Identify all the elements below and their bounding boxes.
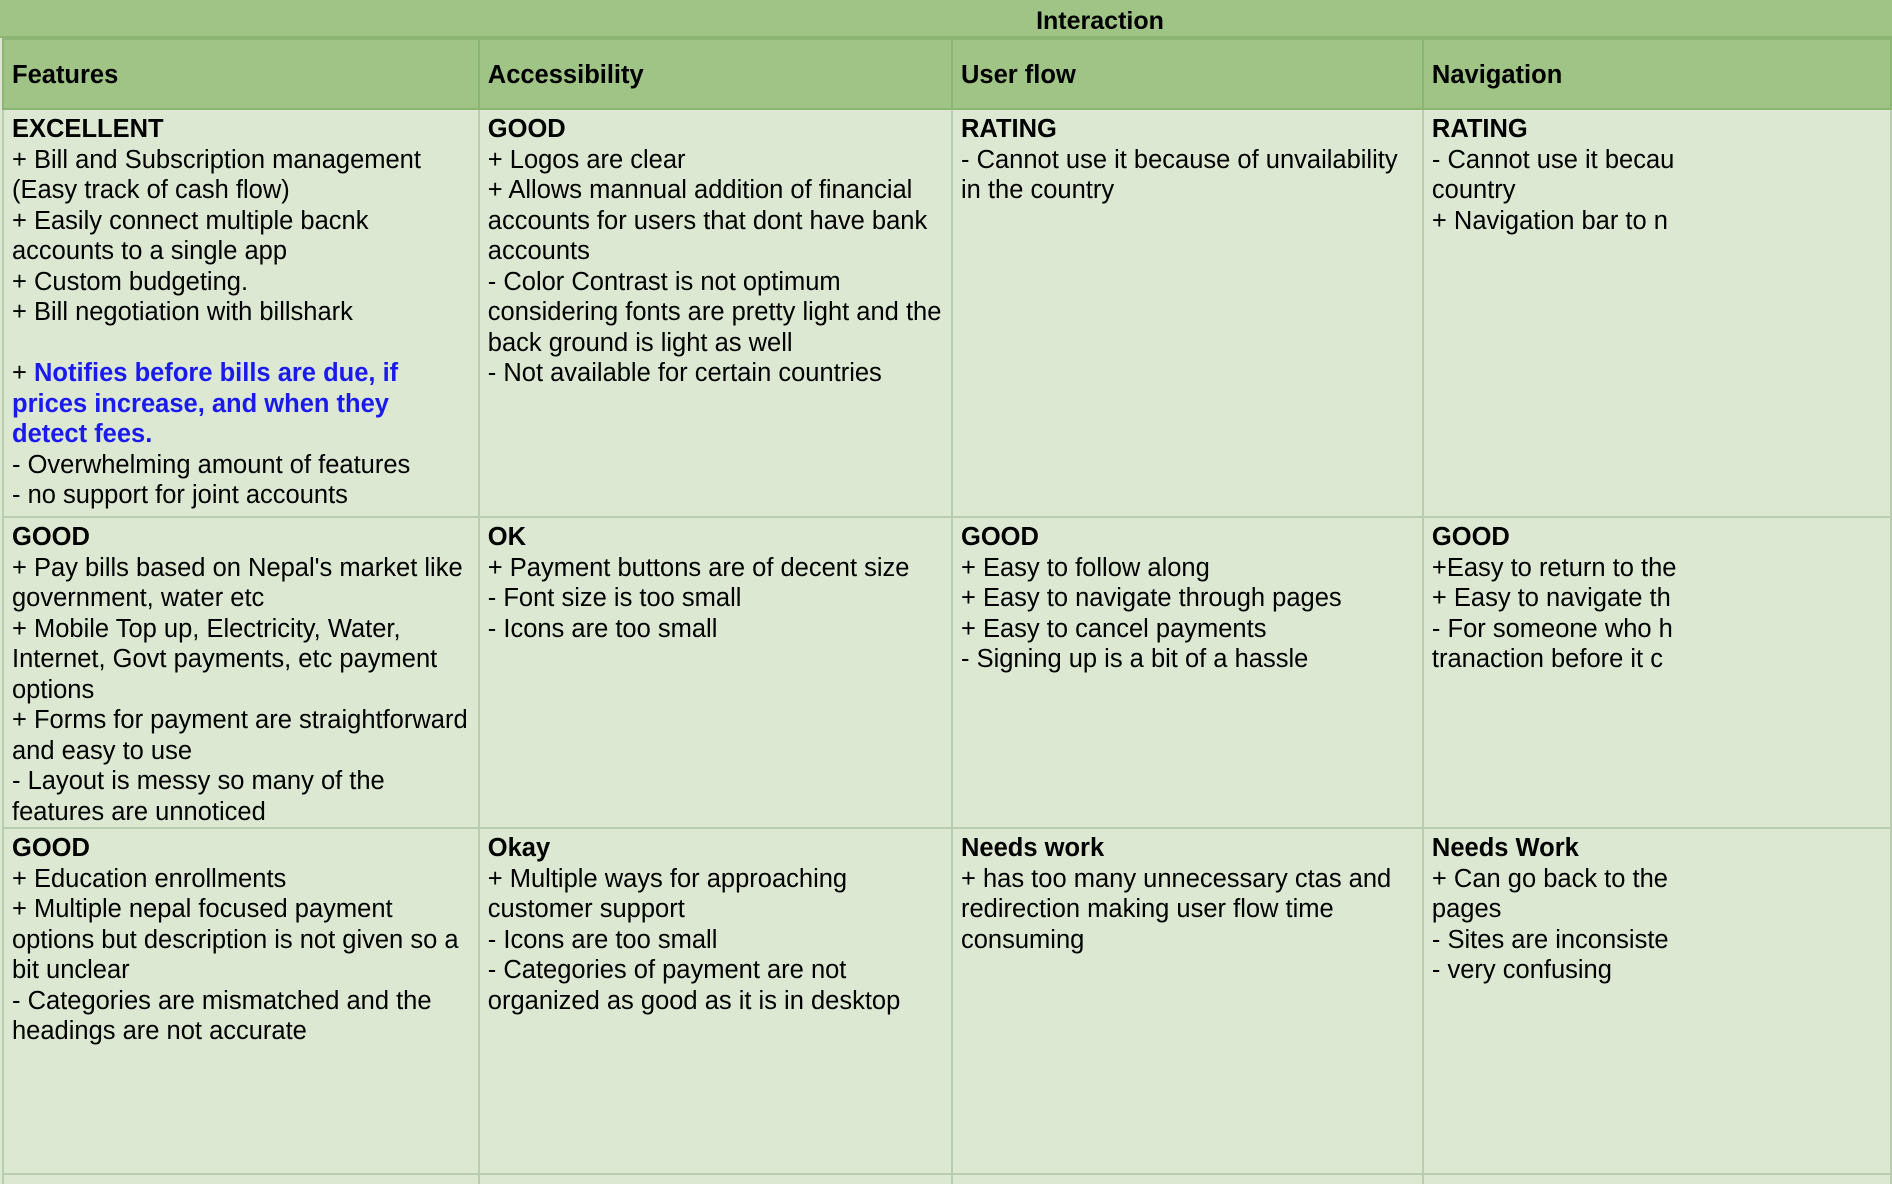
cell-accessibility[interactable]: [479, 828, 952, 1174]
note-line: +Easy to return to the: [1431, 553, 1677, 582]
table-row: [3, 109, 1891, 517]
note-line: + Allows mannual addition of financial accounts for users that dont have bank accounts: [487, 176, 928, 265]
note-line: + Can go back to the: [1431, 864, 1668, 893]
note-line: + Easy to navigate th: [1431, 584, 1671, 612]
blank-line: [12, 328, 470, 359]
note-line: + Easy to cancel payments: [961, 614, 1267, 643]
note-line: + Easy to navigate through pages: [961, 584, 1342, 612]
note-line: - Icons are too small: [487, 614, 718, 643]
cell-features[interactable]: [3, 828, 479, 1174]
rating-label: Needs Work: [1431, 834, 1579, 862]
note-line: - Font size is too small: [487, 584, 742, 612]
cell-features[interactable]: [3, 517, 479, 828]
note-line: + Custom budgeting.: [12, 267, 249, 296]
empty-cell[interactable]: [479, 1174, 952, 1184]
column-header-accessibility[interactable]: Accessibility: [479, 39, 952, 109]
note-line: + Mobile Top up, Electricity, Water, Internet, Govt payments, etc payment options: [12, 614, 438, 704]
note-line: + Easy to follow along: [961, 553, 1210, 582]
note-line: - Sites are inconsiste: [1431, 925, 1669, 954]
cell-user-flow[interactable]: [952, 828, 1423, 1174]
column-header-navigation[interactable]: Navigation: [1423, 39, 1891, 109]
rating-label: Needs work: [961, 834, 1105, 862]
rating-label: OK: [487, 523, 527, 551]
table-row: [3, 828, 1891, 1174]
note-line: + Bill and Subscription management (Easy track of cash flow): [12, 145, 421, 204]
note-line: - Cannot use it because of unvailability in the country: [961, 145, 1398, 204]
note-line: + Education enrollments: [12, 864, 287, 893]
note-line: - very confusing: [1431, 956, 1612, 984]
rating-label: GOOD: [12, 834, 90, 862]
note-line: - Categories are mismatched and the headings are not accurate: [12, 986, 432, 1045]
note-line: - Overwhelming amount of features: [12, 450, 411, 479]
cell-navigation[interactable]: [1423, 109, 1891, 517]
group-header-title: Interaction: [1036, 7, 1164, 35]
cell-accessibility[interactable]: [479, 109, 952, 517]
highlighted-note: [12, 358, 470, 450]
note-line: - Categories of payment are not organized as good as it is in desktop: [487, 956, 901, 1015]
note-line: - Not available for certain countries: [487, 359, 882, 387]
note-line: - Layout is messy so many of the features are unnoticed: [12, 767, 385, 826]
note-line: + Bill negotiation with billshark: [12, 298, 353, 326]
note-line: + Pay bills based on Nepal's market like government, water etc: [12, 553, 463, 612]
rating-label: RATING: [1431, 115, 1528, 143]
rating-label: EXCELLENT: [12, 115, 164, 143]
cell-features[interactable]: [3, 109, 479, 517]
note-line: + Payment buttons are of decent size: [487, 553, 910, 582]
rating-label: GOOD: [1431, 523, 1510, 551]
table-row: [3, 517, 1891, 828]
column-header-features[interactable]: Features: [3, 39, 479, 109]
plus-marker: +: [12, 359, 34, 387]
column-header-user-flow[interactable]: User flow: [952, 39, 1423, 109]
note-line: - Color Contrast is not optimum considering fonts are pretty light and the back ground is light as well: [487, 267, 942, 357]
cell-navigation[interactable]: [1423, 517, 1891, 828]
cell-accessibility[interactable]: [479, 517, 952, 828]
note-line: + Navigation bar to n: [1431, 206, 1668, 235]
empty-cell[interactable]: [3, 1174, 479, 1184]
rating-label: GOOD: [961, 523, 1039, 551]
evaluation-table: [2, 38, 1892, 1184]
group-header-band[interactable]: [0, 0, 1892, 38]
note-line: + Easily connect multiple bacnk accounts to a single app: [12, 206, 369, 265]
highlighted-text: Notifies before bills are due, if prices increase, and when they detect fees.: [12, 359, 399, 448]
note-line: tranaction before it c: [1431, 645, 1663, 673]
cell-user-flow[interactable]: [952, 109, 1423, 517]
cell-navigation[interactable]: [1423, 828, 1891, 1174]
note-line: + Multiple nepal focused payment options but description is not given so a bit unclear: [12, 895, 459, 984]
note-line: + has too many unnecessary ctas and redirection making user flow time consuming: [961, 864, 1392, 954]
note-line: - Cannot use it becau: [1431, 145, 1675, 174]
rating-label: RATING: [961, 115, 1057, 143]
note-line: country: [1431, 176, 1516, 204]
note-line: + Logos are clear: [487, 145, 686, 174]
note-line: pages: [1431, 895, 1502, 923]
note-line: + Multiple ways for approaching customer support: [487, 864, 848, 923]
note-line: - no support for joint accounts: [12, 481, 348, 509]
rating-label: GOOD: [12, 523, 90, 551]
rating-label: Okay: [487, 834, 551, 862]
note-line: - For someone who h: [1431, 614, 1673, 643]
rating-label: GOOD: [487, 115, 566, 143]
note-line: - Signing up is a bit of a hassle: [961, 645, 1309, 673]
empty-cell[interactable]: [1423, 1174, 1891, 1184]
note-line: - Icons are too small: [487, 925, 718, 954]
cell-user-flow[interactable]: [952, 517, 1423, 828]
note-line: + Forms for payment are straightforward and easy to use: [12, 706, 468, 765]
empty-cell[interactable]: [952, 1174, 1423, 1184]
column-header-row: [3, 39, 1891, 109]
empty-row: [3, 1174, 1891, 1184]
